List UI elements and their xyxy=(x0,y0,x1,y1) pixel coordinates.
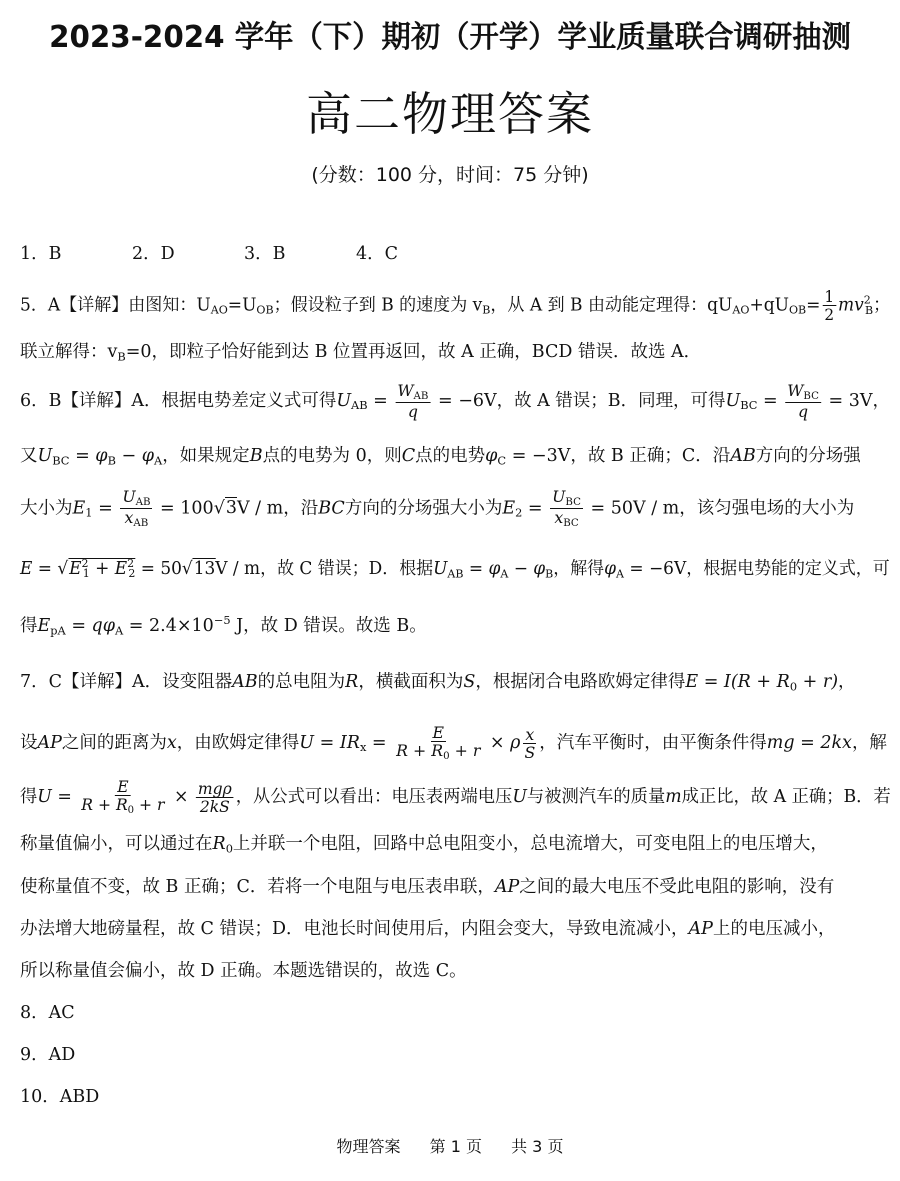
frac-numerator xyxy=(431,724,447,742)
fraction-uab-xab xyxy=(120,488,152,530)
q6-math: U xyxy=(122,487,136,506)
q6-sub: AB xyxy=(133,518,149,530)
q6-math: = φ xyxy=(69,446,108,466)
q7-math: U = IR xyxy=(299,732,360,753)
q6-sup: 2 xyxy=(81,556,89,571)
q7-math: x xyxy=(525,724,535,744)
q5-sub: B xyxy=(117,349,126,364)
q7-sub: 0 xyxy=(789,679,798,694)
q6-sub: 2 xyxy=(515,505,523,520)
frac-denominator xyxy=(79,796,166,816)
q7-text: ，横截面积为 xyxy=(358,672,464,692)
q7-text: 7．C【详解】A．设变阻器 xyxy=(20,672,233,692)
q6-math: W xyxy=(397,381,414,400)
q6-math: q xyxy=(798,402,809,422)
q6-math: − φ xyxy=(508,559,546,579)
q7-text: ， xyxy=(838,672,856,692)
q6-line-3 xyxy=(20,488,890,530)
q5-text: =0，即粒子恰好能到达 B 位置再返回，故 A 正确，BCD 错误．故选 A． xyxy=(125,342,702,362)
q7-math: + r xyxy=(449,741,481,761)
q6-sub: 1 xyxy=(85,505,93,520)
q5-text: 联立解得：v xyxy=(20,342,118,362)
q6-sub: A xyxy=(153,453,163,468)
q7-text: 得 xyxy=(20,786,38,807)
fraction-mgp-over-2ks xyxy=(196,780,234,816)
q6-text: ，解得 xyxy=(553,559,605,579)
q6-math: W xyxy=(787,381,804,400)
q6-math: E xyxy=(37,616,51,636)
q7-line-5 xyxy=(20,873,890,898)
q6-math: = qφ xyxy=(65,616,116,636)
q7-line-4 xyxy=(20,830,890,855)
q6-sub: B xyxy=(107,453,116,468)
q6-sub: BC xyxy=(803,391,819,403)
frac-numerator xyxy=(120,488,152,509)
q7-text: 之间的最大电压不受此电阻的影响，没有 xyxy=(519,877,835,897)
q7-math: + r xyxy=(134,795,165,815)
q6-sup: 2 xyxy=(127,556,135,571)
q5-line-2 xyxy=(20,338,890,363)
q6-sub: pA xyxy=(50,623,66,638)
q6-sub: AB xyxy=(351,398,368,413)
frac-denominator xyxy=(406,403,420,420)
q6-math: U xyxy=(336,390,352,411)
q6-math: B xyxy=(249,446,263,466)
q5-text: +qU xyxy=(749,295,789,316)
q5-text: ，从 A 到 B 由动能定理得：qU xyxy=(490,295,733,316)
q7-math: U xyxy=(512,786,527,807)
sqrt-symbol: √ xyxy=(181,559,193,579)
q7-text: ，根据闭合电路欧姆定律得 xyxy=(475,672,686,692)
q7-math: R xyxy=(212,834,226,854)
q6-math: φ xyxy=(604,559,617,579)
q5-sub: OB xyxy=(256,302,274,317)
exam-info: (分数：100 分，时间：75 分钟) xyxy=(311,164,589,186)
q7-math: S xyxy=(463,672,476,692)
q7-math: E = I(R + R xyxy=(685,672,790,692)
q6-text: ，沿 xyxy=(283,498,319,519)
q6-text: 又 xyxy=(20,446,38,466)
frac-numerator: 1 xyxy=(824,287,835,306)
frac-numerator xyxy=(550,488,583,509)
q6-line-1 xyxy=(20,382,889,421)
q7-math: AP xyxy=(494,877,520,897)
frac-numerator xyxy=(523,726,536,744)
q7-math: x xyxy=(166,732,177,753)
q7-sub: 0 xyxy=(443,751,450,763)
q5-text: =U xyxy=(227,295,257,316)
q7-line-7: 所以称量值会偏小，故 D 正确。本题选错误的，故选 C。 xyxy=(20,961,467,981)
page-footer xyxy=(0,1134,900,1157)
q7-text: 成正比，故 A 正确；B．若 xyxy=(681,786,891,807)
q6-math: U xyxy=(37,446,53,466)
q6-text: = 3V xyxy=(822,390,873,411)
fraction-x-over-s xyxy=(522,726,537,762)
q7-math: + r) xyxy=(797,672,839,692)
q6-sub: AB xyxy=(135,497,151,509)
q6-text: ，该匀强电场的大小为 xyxy=(679,498,855,519)
frac-denominator xyxy=(123,509,151,529)
q5-sub: B xyxy=(864,302,874,317)
q6-sqrt: 3 xyxy=(225,498,237,519)
frac-denominator xyxy=(394,742,482,762)
fraction-wbc-q xyxy=(785,382,821,421)
q7-math: R + R xyxy=(81,795,128,815)
q7-math: E xyxy=(117,777,129,796)
q5-line-1 xyxy=(20,287,891,325)
q6-sub: BC xyxy=(563,518,579,530)
q6-math: C xyxy=(401,446,416,466)
q6-text: = 100 xyxy=(154,498,214,519)
q7-line-1 xyxy=(20,668,890,693)
q7-sub: 0 xyxy=(127,805,135,817)
q6-text: V / m xyxy=(236,498,284,519)
q6-sup: −5 xyxy=(213,613,231,628)
answer-1: 1．B xyxy=(20,244,62,264)
q7-math: AP xyxy=(37,732,62,753)
q7-math: mgρ xyxy=(197,778,232,798)
q7-text: 的总电阻为 xyxy=(257,672,346,692)
q6-sub: A xyxy=(616,566,624,581)
q6-text: J xyxy=(230,616,244,636)
q7-text: 上的电压减小， xyxy=(712,919,836,939)
frac-denominator xyxy=(796,403,810,420)
q6-text: ，故 C 错误；D．根据 xyxy=(260,559,434,579)
q5-text: = xyxy=(806,295,821,316)
q6-text: 方向的分场强 xyxy=(755,446,861,466)
q7-text: = xyxy=(366,732,393,753)
exam-title: 2023-2024 学年（下）期初（开学）学业质量联合调研抽测 xyxy=(49,20,851,55)
q7-text: 与被测汽车的质量 xyxy=(526,786,666,807)
q6-math: BC xyxy=(318,498,345,519)
q6-text: = −6V xyxy=(432,390,497,411)
sqrt-symbol: √ xyxy=(57,559,69,579)
q6-sub: BC xyxy=(52,453,70,468)
q6-text: 得 xyxy=(20,616,38,636)
q6-sub: B xyxy=(545,566,554,581)
q7-math: AB xyxy=(232,672,258,692)
q6-sub: 1 xyxy=(82,566,90,581)
q6-text: ，根据电势能的定义式，可 xyxy=(686,559,890,579)
q6-sub: AB xyxy=(413,391,429,403)
q6-line-4 xyxy=(20,555,890,581)
q6-math: E xyxy=(69,559,82,579)
q6-math: = φ xyxy=(463,559,501,579)
q7-line-6 xyxy=(20,915,890,940)
q5-text: ； xyxy=(873,295,891,316)
q6-text: = 2.4×10 xyxy=(123,616,214,636)
frac-denominator xyxy=(552,509,580,529)
answer-8: 8．AC xyxy=(20,1003,75,1023)
q5-text: ；假设粒子到 B 的速度为 v xyxy=(273,295,483,316)
q7-text: 办法增大地磅量程，故 C 错误；D．电池长时间使用后，内阻会变大，导致电流减小， xyxy=(20,919,689,939)
q6-sub: 2 xyxy=(128,566,136,581)
q6-text: = xyxy=(757,390,784,411)
frac-denominator: 2 xyxy=(824,305,835,325)
fraction-half xyxy=(822,288,836,324)
q7-sub: x xyxy=(359,740,367,755)
q5-sub: AO xyxy=(210,302,228,317)
q6-text: 点的电势 xyxy=(415,446,486,466)
q6-math: x xyxy=(554,508,564,528)
sqrt-symbol: √ xyxy=(213,498,225,519)
frac-denominator xyxy=(522,744,537,761)
answer-10: 10．ABD xyxy=(20,1087,100,1107)
q6-text: 方向的分场强大小为 xyxy=(344,498,503,519)
q6-text: ，故 B 正确；C．沿 xyxy=(570,446,731,466)
fraction-ubc-xbc xyxy=(550,488,583,530)
q6-text: = xyxy=(367,390,394,411)
q7-line-2 xyxy=(20,724,890,763)
page-title: 高二物理答案 xyxy=(306,87,594,141)
q6-sub: BC xyxy=(740,398,758,413)
answer-9: 9．AD xyxy=(20,1045,76,1065)
q7-text: 称量值偏小，可以通过在 xyxy=(20,834,213,854)
q7-math: R + R xyxy=(396,741,444,761)
q6-text: = 50 xyxy=(135,559,182,579)
q5-sup: 2 xyxy=(863,292,871,307)
q7-line-3 xyxy=(20,777,891,817)
q7-text: ，从公式可以看出：电压表两端电压 xyxy=(235,786,513,807)
footer-doc-name: 物理答案 xyxy=(336,1137,401,1156)
q7-text: 上并联一个电阻，回路中总电阻变小，总电流增大，可变电阻上的电压增大， xyxy=(232,834,828,854)
q7-math: mg = 2kx xyxy=(766,732,852,753)
q7-text: 设 xyxy=(20,732,38,753)
q7-math: × ρ xyxy=(484,732,521,753)
q6-math: U xyxy=(433,559,448,579)
q6-text: 点的电势为 0，则 xyxy=(262,446,402,466)
q6-line-2 xyxy=(20,442,890,467)
q6-text: ， xyxy=(872,390,890,411)
q6-line-5 xyxy=(20,612,890,637)
q6-math: − φ xyxy=(115,446,154,466)
footer-page-number: 第 1 页 xyxy=(429,1137,482,1156)
frac-numerator xyxy=(196,780,234,798)
q7-math: E xyxy=(432,723,444,742)
q5-text: 5．A【详解】由图知：U xyxy=(20,295,211,316)
q5-sub: B xyxy=(482,302,491,317)
frac-numerator xyxy=(115,778,130,796)
q5-sub: OB xyxy=(788,302,807,317)
q7-text: ，解 xyxy=(851,732,887,753)
q6-text: = −3V xyxy=(506,446,571,466)
q6-math: E xyxy=(502,498,516,519)
q6-math: + E xyxy=(89,559,128,579)
q7-text: 使称量值不变，故 B 正确；C．若将一个电阻与电压表串联， xyxy=(20,877,495,897)
q6-math: q xyxy=(407,402,418,422)
q6-sub: A xyxy=(115,623,124,638)
fraction-e-over-r xyxy=(79,778,166,817)
answer-2: 2．D xyxy=(132,244,175,264)
q6-text: 6．B【详解】A．根据电势差定义式可得 xyxy=(20,390,337,411)
q6-text: ，如果规定 xyxy=(162,446,250,466)
q6-sqrt-expr xyxy=(68,558,135,579)
q6-math: E = xyxy=(20,559,58,579)
q7-math: U = xyxy=(37,786,78,807)
q6-text: = 50V / m xyxy=(584,498,680,519)
footer-page-total: 共 3 页 xyxy=(511,1137,564,1156)
q6-math: φ xyxy=(485,446,498,466)
q6-sqrt: 13 xyxy=(193,559,216,579)
q6-math: E xyxy=(72,498,86,519)
q7-math: R xyxy=(345,672,359,692)
q6-text: = xyxy=(522,498,549,519)
q6-text: = xyxy=(92,498,119,519)
q7-math: 2kS xyxy=(199,796,230,816)
q7-text: × xyxy=(168,786,194,807)
q7-text: ，汽车平衡时，由平衡条件得 xyxy=(539,732,767,753)
q6-sub: BC xyxy=(565,497,581,509)
fraction-e-over-r xyxy=(394,724,482,763)
q7-sub: 0 xyxy=(225,841,233,856)
q5-math: mv xyxy=(837,295,864,316)
answer-4: 4．C xyxy=(356,244,399,264)
q7-math: AP xyxy=(688,919,713,939)
q7-text: 之间的距离为 xyxy=(61,732,167,753)
answers-1-4 xyxy=(20,240,890,265)
q7-math: m xyxy=(665,786,682,807)
q7-text: ，由欧姆定律得 xyxy=(176,732,300,753)
q6-math: x xyxy=(124,508,134,528)
q6-math: U xyxy=(725,390,741,411)
q6-sub: AB xyxy=(447,566,464,581)
frac-numerator xyxy=(395,382,430,403)
q6-text: = −6V xyxy=(623,559,687,579)
q6-text: V / m xyxy=(215,559,261,579)
q6-sub: C xyxy=(497,453,507,468)
frac-numerator xyxy=(785,382,821,403)
q7-math: S xyxy=(524,742,536,762)
q6-math: U xyxy=(552,487,566,506)
q6-math: AB xyxy=(730,446,756,466)
q6-text: ，故 D 错误。故选 B。 xyxy=(243,616,427,636)
answer-3: 3．B xyxy=(244,244,286,264)
q6-text: ，故 A 错误；B．同理，可得 xyxy=(496,390,726,411)
frac-denominator xyxy=(198,798,232,815)
fraction-wab-q xyxy=(395,382,430,421)
q5-sub: AO xyxy=(732,302,750,317)
q6-text: 大小为 xyxy=(20,498,73,519)
q6-sub: A xyxy=(500,566,509,581)
